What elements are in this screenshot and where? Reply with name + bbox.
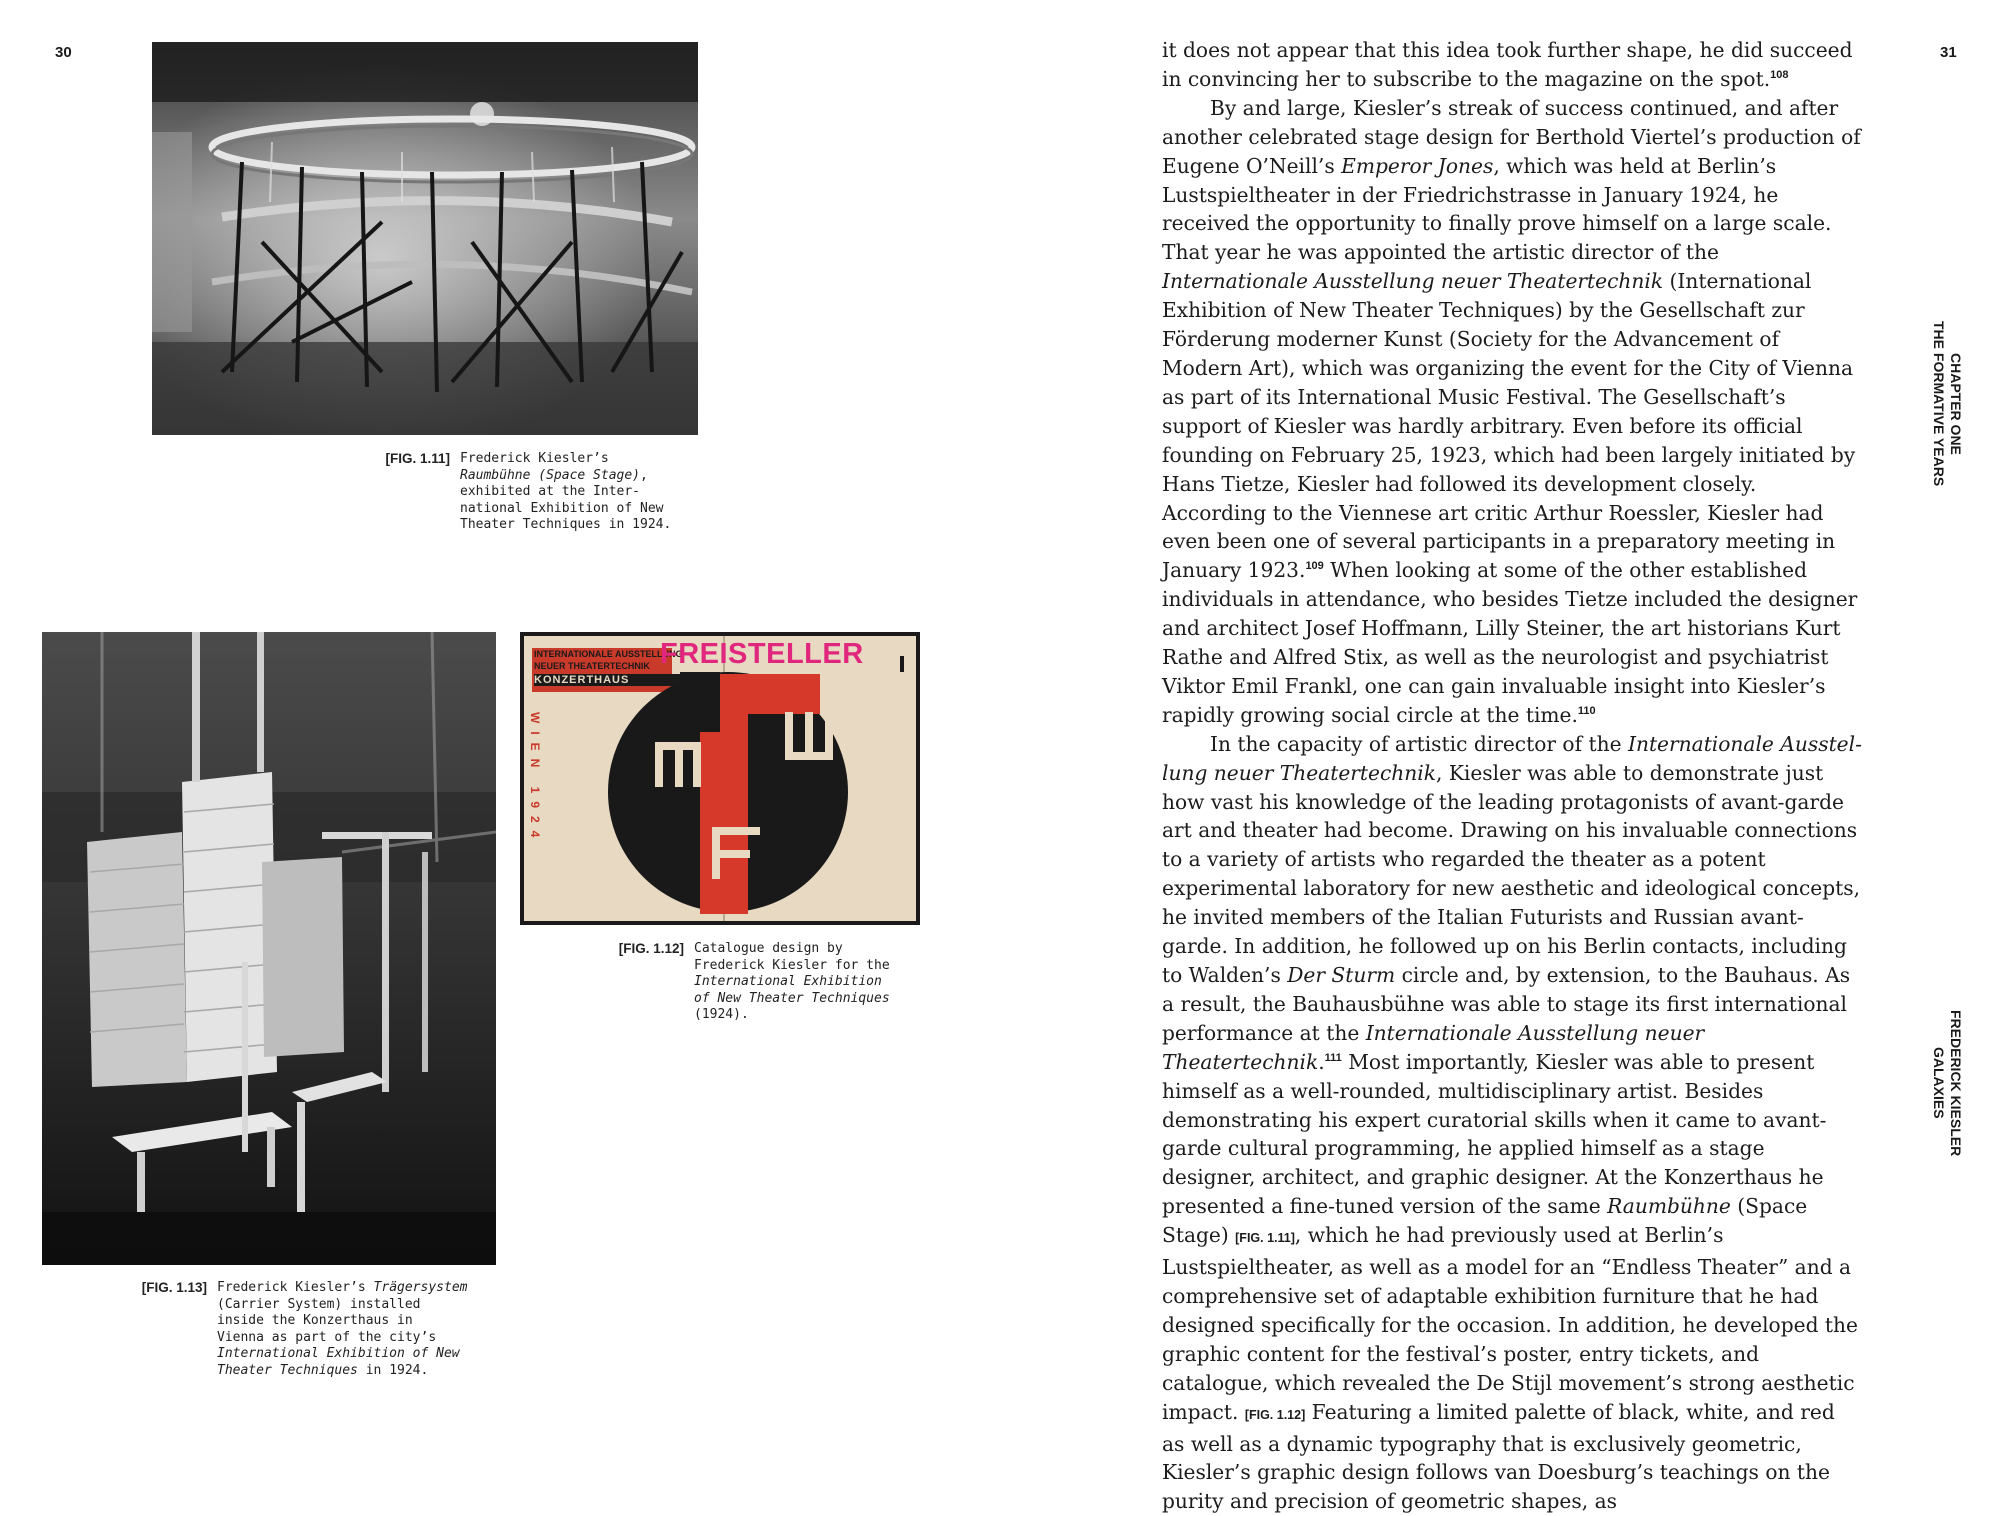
- running-head-book-line2: GALAXIES: [1931, 1047, 1947, 1119]
- catalogue-cover: [520, 632, 920, 925]
- catalogue-title-line1: INTERNATIONALE AUSSTELLUNG: [534, 649, 683, 659]
- catalogue-graphic: [520, 632, 920, 925]
- paragraph-3: In the capacity of artistic director of the Internationale Ausstellung neuer Theatertechnik, Kiesler was able to demonstrate just how vast his knowledge of the leading protagonists of avant-garde art and theater had become. Drawing on his invaluable connections to a variety of artists who regarded the theater as a potent experimental laboratory for new aesthetic and ideological concepts, he invited members of the Italian Futurists and Russian avant-garde. In addition, he followed up on his Berlin contacts, including to Walden’s Der Sturm circle and, by extension, to the Bauhaus. As a result, the Bauhausbühne was able to stage its first international performance at the Internationale Ausstellung neuer Theatertechnik.$^{111}$ Most importantly, Kiesler was able to present himself as a well-rounded, multidisciplinary artist. Besides demonstrating his expert curatorial skills when it came to avant-garde cultural programming, he applied himself as a stage designer, architect, and graphic designer. At the Konzerthaus he presented a fine-tuned version of the same Raumbühne (Space Stage) [FIG. 1.11], which he had previously used at Berlin’s Lustspieltheater, as well as a model for an “Endless Theater” and a comprehensive set of adaptable exhibition furniture that he had designed specifically for the occasion. In addition, he developed the graphic content for the festival’s poster, entry tickets, and catalogue, which revealed the De Stijl movement’s strong aesthetic impact. [FIG. 1.12] Featuring a limited palette of black, white, and red as well as a dynamic typography that is exclusively geometric, Kiesler’s graphic design follows van Doesburg’s teachings on the purity and precision of geometric shapes, as: [1162, 731, 1862, 1514]
- catalogue-title-line2: NEUER THEATERTECHNIK: [534, 661, 650, 671]
- italic-text: Emperor Jones: [1341, 153, 1494, 178]
- page-number-right: 31: [1940, 44, 1957, 61]
- catalogue-stamp: FREISTELLER: [660, 638, 864, 670]
- running-head-book-line1: FREDERICK KIESLER: [1948, 1009, 1964, 1157]
- italic-text: International Exhibition of New Theater Techniques: [694, 974, 890, 1006]
- paragraph-2: By and large, Kiesler’s streak of success continued, and after another celebrated stage design for Berthold Viertel’s production of Eugene O’Neill’s Emperor Jones, which was held at Berlin’s Lustspieltheater in der Friedrichstrasse in January 1924, he received the opportunity to finally prove himself on a large scale. That year he was appointed the artistic director of the Internationale Ausstellung neuer Theatertechnik (International Exhibition of New Theater Techniques) by the Gesellschaft zur Förderung moderner Kunst (Society for the Advancement of Modern Art), which was organizing the event for the City of Vienna as part of its International Music Festival. The Gesellschaft’s support of Kiesler was hardly arbitrary. Even before its official founding on February 25, 1923, which had been largely initiated by Hans Tietze, Kiesler had followed its development closely. According to the Viennese art critic Arthur Roessler, Kiesler had even been one of several participants in a preparatory meeting in January 1923.$^{109}$ When looking at some of the other established individuals in attendance, who besides Tietze included the designer and architect Josef Hoffmann, Lilly Steiner, the art historians Kurt Rathe and Alfred Stix, as well as the neurologist and psychiatrist Viktor Emil Frankl, one can gain invaluable insight into Kiesler’s rapidly growing social circle at the time.$^{110}$: [1162, 95, 1861, 727]
- body-text: [1162, 36, 1862, 1516]
- figure-reference: [FIG. 1.11]: [1235, 1231, 1295, 1246]
- footnote-marker: 108: [1770, 68, 1789, 81]
- italic-text: Internationale Ausstellung neuer Theatertechnik: [1162, 269, 1664, 294]
- italic-text: Trägersystem: [373, 1280, 468, 1295]
- traegersystem-photo-drawing: [42, 632, 496, 1265]
- running-head-chapter: [1930, 304, 1964, 504]
- italic-text: Raumbühne: [1607, 1194, 1731, 1219]
- fig-1-13-label: [FIG. 1.13]: [141, 1280, 207, 1295]
- running-head-book: [1930, 1003, 1964, 1163]
- running-head-chapter-line1: CHAPTER ONE: [1948, 353, 1964, 455]
- italic-text: Der Sturm: [1287, 963, 1396, 987]
- fig-1-11-label: [FIG. 1.11]: [385, 451, 450, 466]
- running-head-chapter-line2: THE FORMATIVE YEARS: [1931, 321, 1947, 487]
- catalogue-side-text: WIEN 1924: [528, 712, 542, 846]
- footnote-marker: 110: [1577, 704, 1596, 717]
- catalogue-title-line3: KONZERTHAUS: [534, 674, 684, 686]
- raumbuehne-photo-drawing: [152, 42, 698, 435]
- fig-1-13-caption: Frederick Kiesler’s Trägersystem (Carrier System) installed inside the Konzerthaus in Vienna as part of the city’s International Exhibition of New Theater Techniques in 1924.: [217, 1280, 468, 1378]
- italic-text: Raumbühne (Space Stage): [460, 467, 641, 483]
- paragraph-1: it does not appear that this idea took further shape, he did succeed in convincing her to subscribe to the magazine on the spot.$^{108}$: [1162, 38, 1853, 91]
- italic-text: Internationale Ausstellung neuer Theatertechnik: [1162, 1020, 1705, 1074]
- traegersystem-photo: [42, 632, 496, 1265]
- fig-1-12-label: [FIG. 1.12]: [618, 941, 684, 956]
- page-number-left: 30: [55, 44, 72, 61]
- footnote-marker: 109: [1305, 560, 1324, 573]
- fig-1-11-caption: Frederick Kiesler’s Raumbühne (Space Stage), exhibited at the Inter- national Exhibition of New Theater Techniques in 1924.: [460, 451, 672, 532]
- raumbuehne-photo: [152, 42, 698, 435]
- italic-text: Internationale Ausstellung neuer Theatertechnik: [1162, 731, 1862, 785]
- italic-text: International Exhibition of New Theater Techniques: [217, 1346, 460, 1378]
- figure-reference: [FIG. 1.12]: [1244, 1407, 1306, 1422]
- footnote-marker: 111: [1324, 1051, 1342, 1064]
- fig-1-12-caption: Catalogue design by Frederick Kiesler for the International Exhibition of New Theater Techniques (1924).: [694, 941, 890, 1022]
